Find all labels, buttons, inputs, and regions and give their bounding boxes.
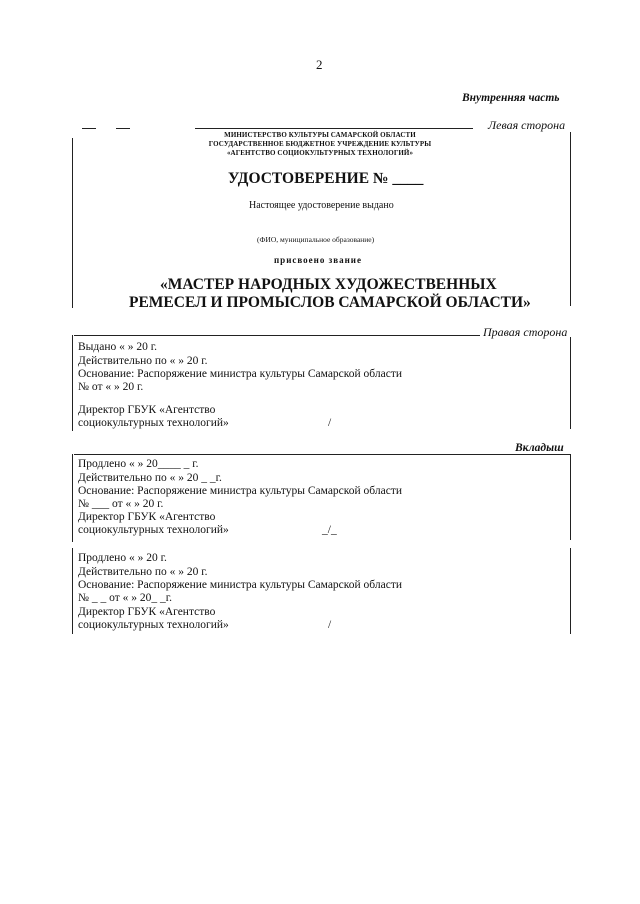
left-frame-top-dash1	[82, 128, 96, 129]
right-side-label: Правая сторона	[483, 325, 568, 339]
rank-line-1: «МАСТЕР НАРОДНЫХ ХУДОЖЕСТВЕННЫХ	[160, 276, 497, 293]
insert2-frame-right	[570, 548, 571, 634]
right-frame-right	[570, 337, 571, 429]
insert2-number: № _ _ от « » 20_ _г.	[78, 592, 173, 604]
awarded-text: присвоено звание	[274, 255, 362, 265]
insert2-director-1: Директор ГБУК «Агентство	[78, 606, 216, 618]
agency-name: «АГЕНТСТВО СОЦИОКУЛЬТУРНЫХ ТЕХНОЛОГИЙ»	[226, 149, 414, 157]
issued-text: Настоящее удостоверение выдано	[249, 200, 394, 211]
left-frame-top-dash2	[116, 128, 130, 129]
certificate-title: УДОСТОВЕРЕНИЕ № ____	[228, 170, 424, 187]
insert2-frame-left	[72, 548, 73, 634]
institution-name: ГОСУДАРСТВЕННОЕ БЮДЖЕТНОЕ УЧРЕЖДЕНИЕ КУЛЬТУРЫ	[208, 140, 432, 148]
right-signature-slash: /	[328, 417, 332, 429]
insert1-director-2: социокультурных технологий»	[78, 524, 229, 536]
insert1-signature-slash: _/_	[322, 524, 337, 536]
fio-hint: (ФИО, муниципальное образование)	[257, 235, 375, 244]
insert1-frame-left	[72, 454, 73, 542]
right-director-1: Директор ГБУК «Агентство	[78, 404, 216, 416]
right-director-2: социокультурных технологий»	[78, 417, 229, 429]
left-side-label: Левая сторона	[488, 118, 566, 132]
insert1-valid: Действительно по « » 20 _ _г.	[78, 472, 222, 484]
right-issued: Выдано « » 20 г.	[78, 341, 158, 353]
insert1-frame-top	[74, 454, 570, 455]
right-frame-top	[74, 335, 480, 336]
left-frame-top	[195, 128, 473, 129]
insert1-director-1: Директор ГБУК «Агентство	[78, 511, 216, 523]
insert1-frame-right	[570, 454, 571, 540]
inner-part-label: Внутренняя часть	[462, 92, 560, 104]
right-number: № от « » 20 г.	[78, 381, 144, 393]
insert2-basis: Основание: Распоряжение министра культуры Самарской области	[78, 579, 402, 591]
right-valid: Действительно по « » 20 г.	[78, 355, 208, 367]
insert1-extended: Продлено « » 20____ _ г.	[78, 458, 199, 470]
ministry-name: МИНИСТЕРСТВО КУЛЬТУРЫ САМАРСКОЙ ОБЛАСТИ	[224, 131, 416, 139]
insert2-signature-slash: /	[328, 619, 332, 631]
page-number: 2	[316, 57, 323, 72]
right-frame-left	[72, 335, 73, 431]
insert1-basis: Основание: Распоряжение министра культуры Самарской области	[78, 485, 402, 497]
left-frame-left	[72, 138, 73, 308]
insert2-director-2: социокультурных технологий»	[78, 619, 229, 631]
inserts-label: Вкладыш	[515, 442, 564, 454]
insert2-extended: Продлено « » 20 г.	[78, 552, 167, 564]
right-basis: Основание: Распоряжение министра культуры Самарской области	[78, 368, 402, 380]
insert1-number: № ___ от « » 20 г.	[78, 498, 164, 510]
left-frame-right	[570, 132, 571, 306]
insert2-valid: Действительно по « » 20 г.	[78, 566, 208, 578]
rank-line-2: РЕМЕСЕЛ И ПРОМЫСЛОВ САМАРСКОЙ ОБЛАСТИ»	[129, 294, 531, 311]
